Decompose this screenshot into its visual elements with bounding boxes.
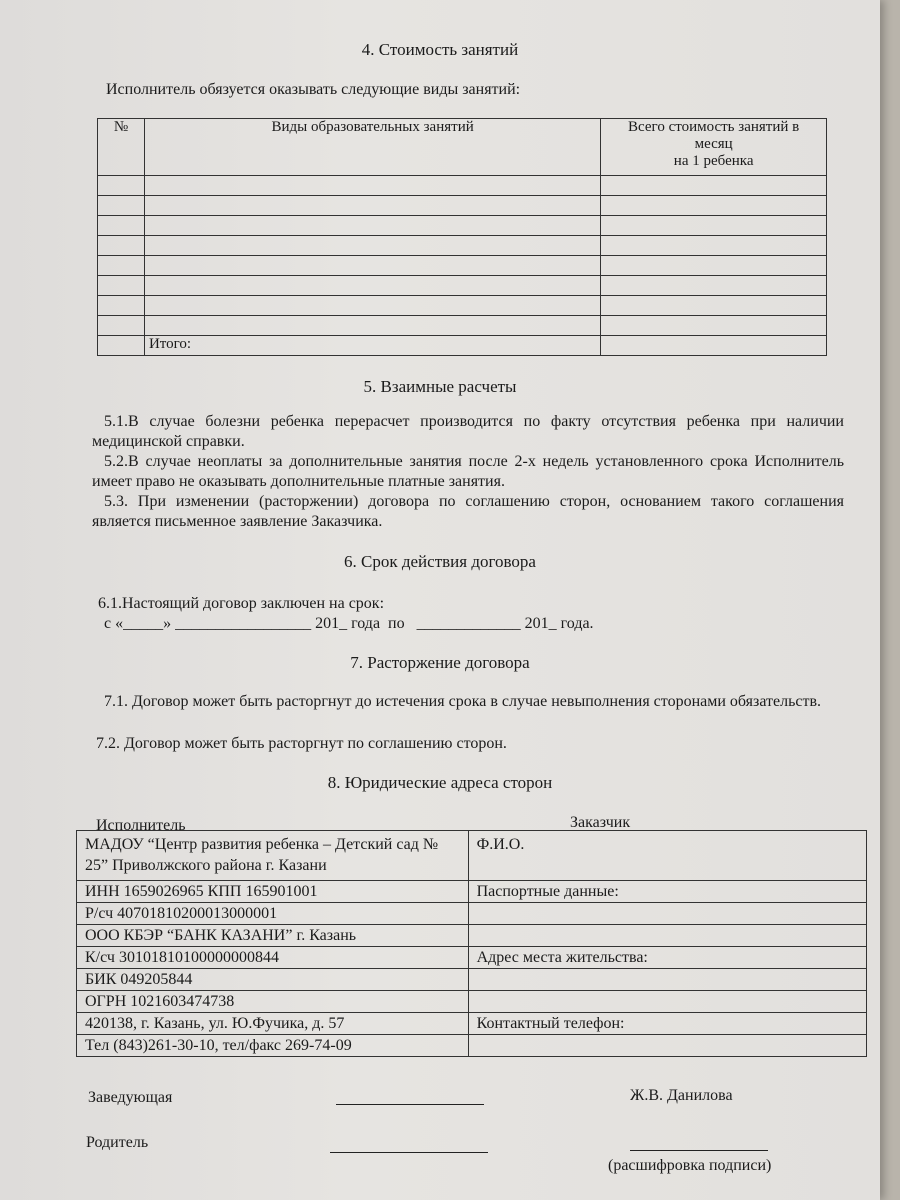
decode-label: (расшифровка подписи) xyxy=(608,1157,772,1174)
table-header-row xyxy=(98,119,827,176)
customer-phone-label: Контактный телефон: xyxy=(468,1013,866,1035)
table-total-row xyxy=(98,336,827,356)
executor-bik: БИК 049205844 xyxy=(77,969,469,991)
table-row xyxy=(77,925,867,947)
section-8-title: 8. Юридические адреса сторон xyxy=(327,773,553,792)
executor-ogrn: ОГРН 1021603474738 xyxy=(77,991,469,1013)
executor-account: Р/сч 40701810200013000001 xyxy=(77,903,469,925)
col-cost-line-2: месяц xyxy=(694,136,733,152)
total-label: Итого: xyxy=(144,336,600,356)
section-4-title: 4. Стоимость занятий xyxy=(361,40,519,59)
table-row xyxy=(77,881,867,903)
customer-address-label: Адрес места жительства: xyxy=(468,947,866,969)
table-row xyxy=(77,831,867,881)
parent-label: Родитель xyxy=(86,1134,149,1151)
col-cost-line-3: на 1 ребенка xyxy=(673,153,754,169)
table-row xyxy=(98,176,827,196)
col-number-header: № xyxy=(98,119,145,176)
table-row xyxy=(98,316,827,336)
executor-inn: ИНН 1659026965 КПП 165901001 xyxy=(77,881,469,903)
table-row xyxy=(77,969,867,991)
col-cost-header xyxy=(601,119,827,176)
head-signature-line xyxy=(336,1104,484,1105)
section-7-p2: 7.2. Договор может быть расторгнут по соглашению сторон. xyxy=(96,735,507,752)
executor-bank: ООО КБЭР “БАНК КАЗАНИ” г. Казань xyxy=(77,925,469,947)
section-6-p2: с «_____» _________________ 201_ года по _____________ 201_ года. xyxy=(104,615,594,632)
section-5-p3: 5.3. При изменении (расторжении) договора по соглашению сторон, основанием такого соглашения является письменное заявление Заказчика. xyxy=(92,493,844,530)
head-name: Ж.В. Данилова xyxy=(630,1087,733,1104)
executor-corr-account: К/сч 30101810100000000844 xyxy=(77,947,469,969)
legal-addresses-table xyxy=(76,830,867,1057)
customer-label: Заказчик xyxy=(570,814,631,831)
table-row xyxy=(98,236,827,256)
table-row xyxy=(98,296,827,316)
table-row xyxy=(98,216,827,236)
section-6-title: 6. Срок действия договора xyxy=(344,552,536,571)
parent-decode-line xyxy=(630,1150,768,1151)
col-type-header: Виды образовательных занятий xyxy=(144,119,600,176)
table-row xyxy=(77,1035,867,1057)
executor-name: МАДОУ “Центр развития ребенка – Детский сад № 25” Приволжского района г. Казани xyxy=(77,831,469,881)
table-row xyxy=(98,196,827,216)
table-row xyxy=(77,991,867,1013)
table-row xyxy=(77,1013,867,1035)
col-cost-line-1: Всего стоимость занятий в xyxy=(628,119,800,135)
executor-label: Исполнитель xyxy=(96,817,186,834)
head-label: Заведующая xyxy=(88,1089,173,1106)
executor-phone: Тел (843)261-30-10, тел/факс 269-74-09 xyxy=(77,1035,469,1057)
table-row xyxy=(98,276,827,296)
section-5-title: 5. Взаимные расчеты xyxy=(363,377,517,396)
parent-signature-line xyxy=(330,1152,488,1153)
table-row xyxy=(98,256,827,276)
lessons-table xyxy=(97,118,827,356)
customer-passport-label: Паспортные данные: xyxy=(468,881,866,903)
executor-address: 420138, г. Казань, ул. Ю.Фучика, д. 57 xyxy=(77,1013,469,1035)
table-row xyxy=(77,947,867,969)
section-7-title: 7. Расторжение договора xyxy=(350,653,530,672)
table-row xyxy=(77,903,867,925)
section-5-p2: 5.2.В случае неоплаты за дополнительные занятия после 2-х недель установленного срока Исполнитель имеет право не оказывать дополнительные платные занятия. xyxy=(92,453,844,490)
section-7-p1: 7.1. Договор может быть расторгнут до истечения срока в случае невыполнения сторонами обязательств. xyxy=(104,693,822,710)
section-6-p1: 6.1.Настоящий договор заключен на срок: xyxy=(98,595,385,612)
section-5-p1: 5.1.В случае болезни ребенка перерасчет производится по факту отсутствия ребенка при наличии медицинской справки. xyxy=(92,413,844,450)
customer-fio-label: Ф.И.О. xyxy=(468,831,866,881)
section-4-intro: Исполнитель обязуется оказывать следующие виды занятий: xyxy=(106,81,521,98)
